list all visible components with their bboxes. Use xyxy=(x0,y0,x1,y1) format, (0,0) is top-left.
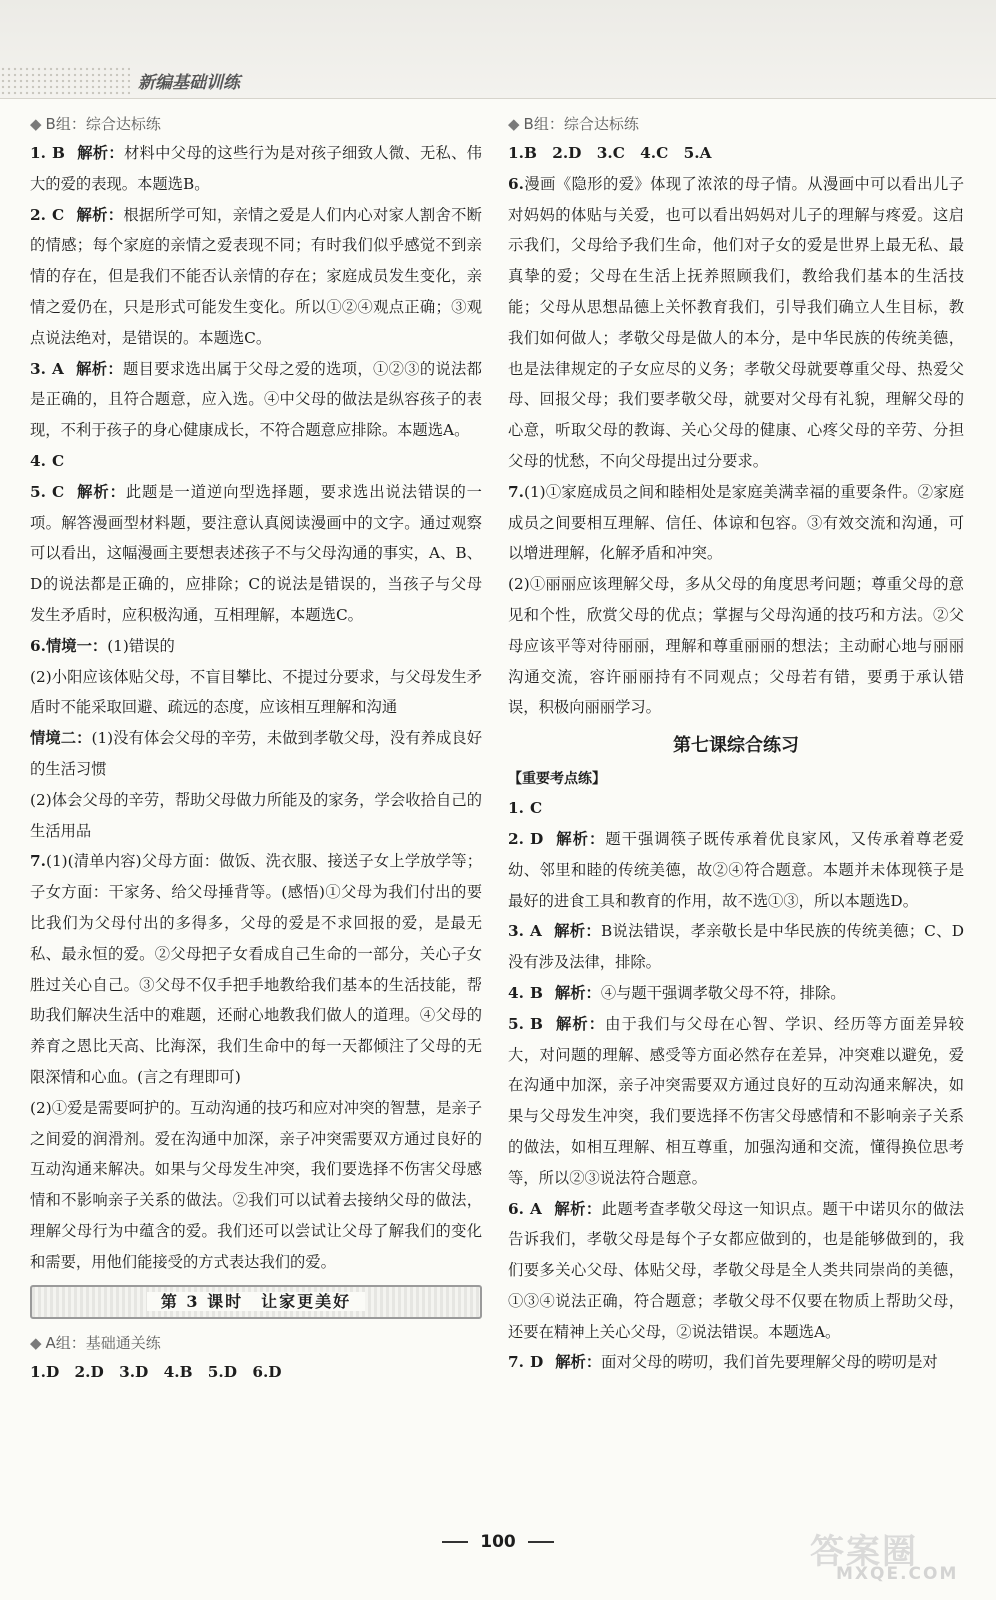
section-heading-b: ◆ B组：综合达标练 xyxy=(508,115,639,133)
header-band xyxy=(0,0,996,99)
key-points-heading: 【重要考点练】 xyxy=(508,771,606,788)
left-column xyxy=(30,110,482,1388)
watermark-logo-text: 答案圈 xyxy=(810,1532,918,1572)
answer-paragraph: (2)①丽丽应该理解父母，多从父母的角度思考问题；尊重父母的意见和个性，欣赏父母的优点；掌握与父母沟通的技巧和方法。②父母应该平等对待丽丽，理解和尊重丽丽的想法；主动耐心地与丽丽沟通交流，容许丽丽持有不同观点；父母若有错，要勇于承认错误，积极向丽丽学习。 xyxy=(508,575,964,717)
answer-item: 5. B 解析：由于我们与父母在心智、学识、经历等方面差异较大，对问题的理解、感受等方面必然存在差异，冲突难以避免，爱在沟通中加深，亲子冲突需要双方通过良好的互动沟通来解决，如果与父母发生冲突，我们要选择不伤害父母感情和不影响亲子关系的做法，如相互理解、相互尊重，加强沟通和交流，懂得换位思考等，所以②③说法符合题意。 xyxy=(508,1014,964,1187)
site-watermark xyxy=(810,1520,980,1586)
header-dot-pattern xyxy=(0,66,130,96)
right-column xyxy=(508,110,964,1378)
dash-decoration xyxy=(528,1541,554,1543)
diamond-icon: ◆ xyxy=(30,1334,42,1353)
answer-item: 2. C 解析：根据所学可知，亲情之爱是人们内心对家人割舍不断的情感；每个家庭的亲情之爱表现不同；有时我们似乎感觉不到亲情的存在，但是我们不能否认亲情的存在；家庭成员发生变化，亲情之爱仍在，只是形式可能发生变化。所以①②④观点正确；③观点说法绝对，是错误的。本题选C。 xyxy=(30,205,482,347)
quick-answers: 1.D 2.D 3.D 4.B 5.D 6.D xyxy=(30,1363,282,1382)
dash-decoration xyxy=(442,1541,468,1543)
answer-item: 1. B 解析：材料中父母的这些行为是对孩子细致人微、无私、伟大的爱的表现。本题选B。 xyxy=(30,144,482,193)
answer-item-6: 6.漫画《隐形的爱》体现了浓浓的母子情。从漫画中可以看出儿子对妈妈的体贴与关爱，也可以看出妈妈对儿子的理解与疼爱。这启示我们，父母给予我们生命，他们对子女的爱是世界上最无私、最真挚的爱；父母在生活上抚养照顾我们，教给我们基本的生活技能；父母从思想品德上关怀教育我们，引导我们确立人生目标，教我们如何做人；孝敬父母是做人的本分，是中华民族的传统美德，也是法律规定的子女应尽的义务；孝敬父母就要尊重父母、热爱父母、回报父母；我们要孝敬父母，就要对父母有礼貌，理解父母的心意，听取父母的教诲、关心父母的健康、心疼父母的辛劳、分担父母的忧愁，不向父母提出过分要求。 xyxy=(508,174,964,470)
answer-item: 2. D 解析：题干强调筷子既传承着优良家风，又传承着尊老爱幼、邻里和睦的传统美德，故②④符合题意。本题并未体现筷子是最好的进食工具和教育的作用，故不选①③，所以本题选D。 xyxy=(508,829,964,910)
diamond-icon: ◆ xyxy=(508,115,520,133)
answer-item: 5. C 解析：此题是一道逆向型选择题，要求选出说法错误的一项。解答漫画型材料题，要注意认真阅读漫画中的文字。通过观察可以看出，这幅漫画主要想表述孩子不与父母沟通的事实，A、B、D的说法都是正确的，应排除；C的说法是错误的，当孩子与父母发生矛盾时，应积极沟通，互相理解，本题选C。 xyxy=(30,482,482,624)
watermark-url: MXQE.COM xyxy=(836,1564,959,1584)
answer-paragraph: (2)①爱是需要呵护的。互动沟通的技巧和应对冲突的智慧，是亲子之间爱的润滑剂。爱在沟通中加深，亲子冲突需要双方通过良好的互动沟通来解决。如果与父母发生冲突，我们要选择不伤害父母感情和不影响亲子关系的做法。②我们可以试着去接纳父母的做法，理解父母行为中蕴含的爱。我们还可以尝试让父母了解我们的变化和需要，用他们能接受的方式表达我们的爱。 xyxy=(30,1098,482,1271)
answer-item-7: 7.(1)①家庭成员之间和睦相处是家庭美满幸福的重要条件。②家庭成员之间要相互理解、信任、体谅和包容。③有效交流和沟通，可以增进理解，化解矛盾和冲突。 xyxy=(508,482,964,563)
answer-item: 4. C xyxy=(30,451,65,470)
answer-paragraph: (2)体会父母的辛劳，帮助父母做力所能及的家务，学会收拾自己的生活用品 xyxy=(30,790,482,840)
section-heading-a: ◆ A组：基础通关练 xyxy=(30,1334,161,1353)
chapter-title: 第七课综合练习 xyxy=(673,735,799,757)
answer-item: 3. A 解析：B说法错误，孝亲敬长是中华民族的传统美德；C、D没有涉及法律，排除。 xyxy=(508,922,964,972)
answer-paragraph: (2)小阳应该体贴父母，不盲目攀比、不提过分要求，与父母发生矛盾时不能采取回避、疏远的态度，应该相互理解和沟通 xyxy=(30,667,482,717)
answer-item: 3. A 解析：题目要求选出属于父母之爱的选项，①②③的说法都是正确的，且符合题意，应入选。④中父母的做法是纵容孩子的表现，不利于孩子的身心健康成长，不符合题意应排除。本题选A。 xyxy=(30,359,482,440)
diamond-icon: ◆ xyxy=(30,115,42,133)
answer-item-6: 6.情境一：(1)错误的 xyxy=(30,636,175,655)
answer-item-7: 7.(1)(清单内容)父母方面：做饭、洗衣服、接送子女上学放学等；子女方面：干家务、给父母捶背等。(感悟)①父母为我们付出的要比我们为父母付出的多得多，父母的爱是不求回报的爱，是最无私、最永恒的爱。②父母把子女看成自己生命的一部分，关心子女胜过关心自己。③父母不仅手把手地教给我们基本的生活技能，帮助我们解决生活中的难题，还耐心地教我们做人的道理。④父母的养育之恩比天高、比海深，我们生命中的每一天都倾注了父母的无限深情和心血。(言之有理即可) xyxy=(30,852,482,1086)
answer-item: 7. D 解析：面对父母的唠叨，我们首先要理解父母的唠叨是对 xyxy=(508,1353,938,1372)
book-brand: 新编基础训练 xyxy=(138,73,240,93)
quick-answers: 1.B 2.D 3.C 4.C 5.A xyxy=(508,144,712,162)
lesson-title-banner: 第 3 课时 让家更美好 xyxy=(30,1285,482,1319)
answer-item: 6. A 解析：此题考查孝敬父母这一知识点。题干中诺贝尔的做法告诉我们，孝敬父母是每个子女都应做到的，也是能够做到的，我们要多关心父母、体贴父母，孝敬父母是全人类共同崇尚的美德，①③④说法正确，符合题意；孝敬父母不仅要在物质上帮助父母，还要在精神上关心父母，②说法错误。本题选A。 xyxy=(508,1199,964,1341)
answer-item: 1. C xyxy=(508,799,543,818)
answer-paragraph: 情境二：(1)没有体会父母的辛劳，未做到孝敬父母，没有养成良好的生活习惯 xyxy=(30,729,482,778)
answer-item: 4. B 解析：④与题干强调孝敬父母不符，排除。 xyxy=(508,983,846,1002)
section-heading-b: ◆ B组：综合达标练 xyxy=(30,115,161,133)
page-number: 100 xyxy=(0,1532,996,1552)
